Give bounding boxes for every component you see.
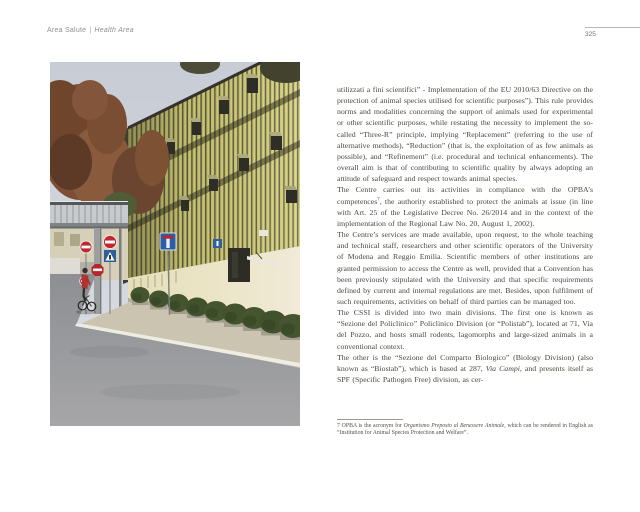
footnote-block: [337, 419, 593, 437]
section-title-english: Health Area: [94, 27, 134, 34]
photo-building-street: [50, 62, 300, 426]
body-text: [337, 84, 593, 385]
footnote-text-prefix: OPBA is the acronym for: [339, 422, 404, 429]
paragraph: The CSSI is divided into two main divisions. The first one is known as “Sezione del Policlinico” Policlinico Division (or “Polistab”), located at 71, Via del Pozzo, and hosts small rodents, lagomorphs and large-sized animals in a conventional context.: [337, 308, 593, 351]
footnote-rule: [337, 419, 403, 420]
wall-sign: [259, 230, 268, 236]
page-number: 325: [585, 31, 596, 38]
folio-block: [585, 27, 640, 38]
paragraph: The Centre’s services are made available, upon request, to the whole teaching and technical staff, researchers and other scientific operators of the University of Modena and Reggio Emilia. Scientific members of other institutions are granted permission to access the Centre as well, provided that a Convention has been previously stipulated with the University and that specific requirements defined by current and internal regulations are met. Besides, upon fulfilment of such requirements, activities on behalf of third parties can be managed too.: [337, 230, 593, 306]
pedestrian-crossing-sign: [104, 250, 116, 262]
paragraph: The Centre carries out its activities in compliance with the OPBA’s competences$^7$, the authority established to protect the animals at issue (in line with Art. 25 of the Legislative Decree No. 26/2014 and in the context of the implementation of the Regional Law No. 20, August 1, 2002).: [337, 185, 593, 228]
stop-sign: [92, 264, 104, 276]
paragraph: The other is the “Sezione del Comparto Biologico” (Biology Division) (also known as “Biostab”), which is based at 287, Via Campi, and presents itself as SPF (Specific Pathogen Free) division, as cer-: [337, 352, 593, 385]
header-separator: |: [89, 27, 92, 34]
text-column: [337, 84, 593, 454]
running-header: [47, 27, 134, 34]
entrance-door: [228, 248, 250, 282]
no-entry-sign-2: [103, 235, 116, 248]
folio-rule: [585, 27, 640, 28]
footnote-marker: 7: [337, 422, 340, 429]
section-title-italian: Area Salute: [47, 27, 87, 34]
footnote: [337, 423, 593, 437]
footnote-text-italic: Organismo Preposto al Benessere Animale: [403, 422, 505, 429]
no-entry-sign: [80, 241, 92, 253]
paragraph: utilizzati a fini scientifici” - Implementation of the EU 2010/63 Directive on the protection of animal species utilised for scientific purposes”). This rule provides norms and modalities concerning the support of animals used for experimental or other scientific purposes, while restating the necessity to implement the so-called “Three-R” principle, implying “Replacement” (referring to the use of alternative methods), “Reduction” (that is, the exploitation of as few animals as possible), and “Refinement” (i.e. procedural and technical enhancements). The overall aim is that of contributing to scientific quality by always adopting an attitude of safeguard and respect towards animal species.: [337, 85, 593, 184]
footnote-text-suffix: , which can be rendered in English as “Institution for Animal Species Protection and Welfare”.: [337, 422, 593, 436]
photo-illustration: [50, 62, 300, 426]
